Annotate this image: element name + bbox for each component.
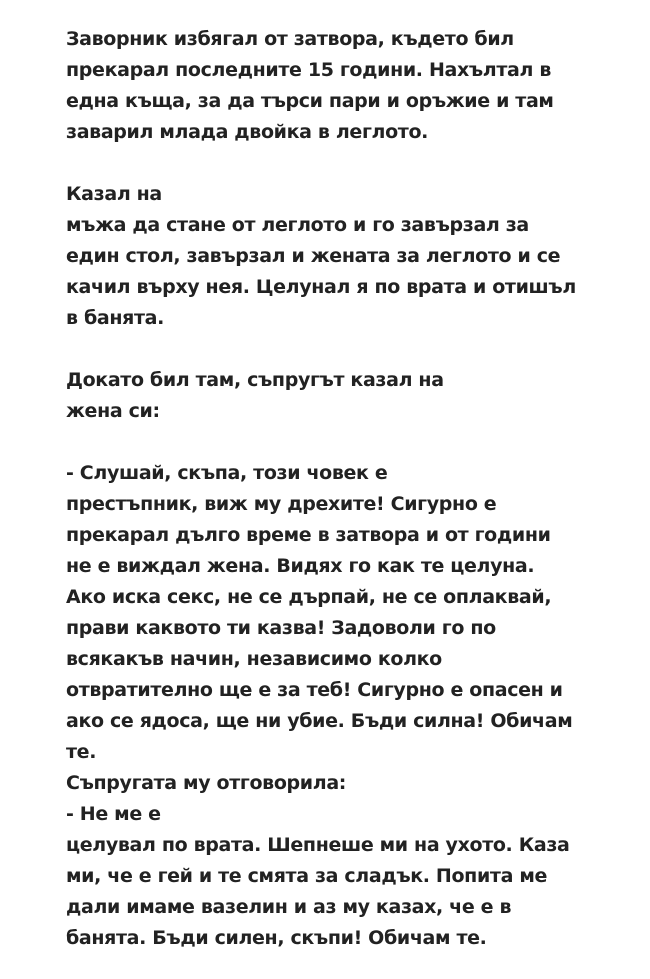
text-line: един стол, завързал и жената за леглото и се xyxy=(66,245,561,267)
text-line: една къща, за да търси пари и оръжие и там xyxy=(66,90,554,112)
text-line: - Не ме е xyxy=(66,803,161,825)
text-line: заварил млада двойка в леглото. xyxy=(66,121,429,143)
paragraph-gap xyxy=(66,427,596,458)
text-line: ако се ядоса, ще ни убие. Бъди силна! Обичам xyxy=(66,710,573,732)
text-line: отвратително ще е за теб! Сигурно е опасен и xyxy=(66,679,563,701)
text-line: в банята. xyxy=(66,307,164,329)
text-line: Казал на xyxy=(66,183,162,205)
text-line: всякакъв начин, независимо колко xyxy=(66,648,442,670)
text-line: - Слушай, скъпа, този човек е xyxy=(66,462,388,484)
text-line: банята. Бъди силен, скъпи! Обичам те. xyxy=(66,927,487,949)
paragraph-gap xyxy=(66,334,596,365)
paragraph-gap xyxy=(66,148,596,179)
text-line: ми, че е гей и те смята за сладък. Попита ме xyxy=(66,865,548,887)
text-line: Съпругата му отговорила: xyxy=(66,772,347,794)
text-line: Ако иска секс, не се дърпай, не се оплаквай, xyxy=(66,586,552,608)
text-line: качил върху нея. Целунал я по врата и отишъл xyxy=(66,276,576,298)
text-line: престъпник, виж му дрехите! Сигурно е xyxy=(66,493,497,515)
text-line: прекарал дълго време в затвора и от години xyxy=(66,524,551,546)
text-line: те. xyxy=(66,741,97,763)
text-line: жена си: xyxy=(66,400,160,422)
text-line: прекарал последните 15 години. Нахълтал в xyxy=(66,59,552,81)
text-line: не е виждал жена. Видях го как те целуна. xyxy=(66,555,535,577)
text-line: дали имаме вазелин и аз му казах, че е в xyxy=(66,896,512,918)
text-line: Докато бил там, съпругът казал на xyxy=(66,369,444,391)
text-line: Заворник избягал от затвора, където бил xyxy=(66,28,514,50)
joke-text xyxy=(66,24,596,954)
text-line: прави каквото ти казва! Задоволи го по xyxy=(66,617,496,639)
text-line: целувал по врата. Шепнеше ми на ухото. Каза xyxy=(66,834,570,856)
text-line: мъжа да стане от леглото и го завързал за xyxy=(66,214,529,236)
